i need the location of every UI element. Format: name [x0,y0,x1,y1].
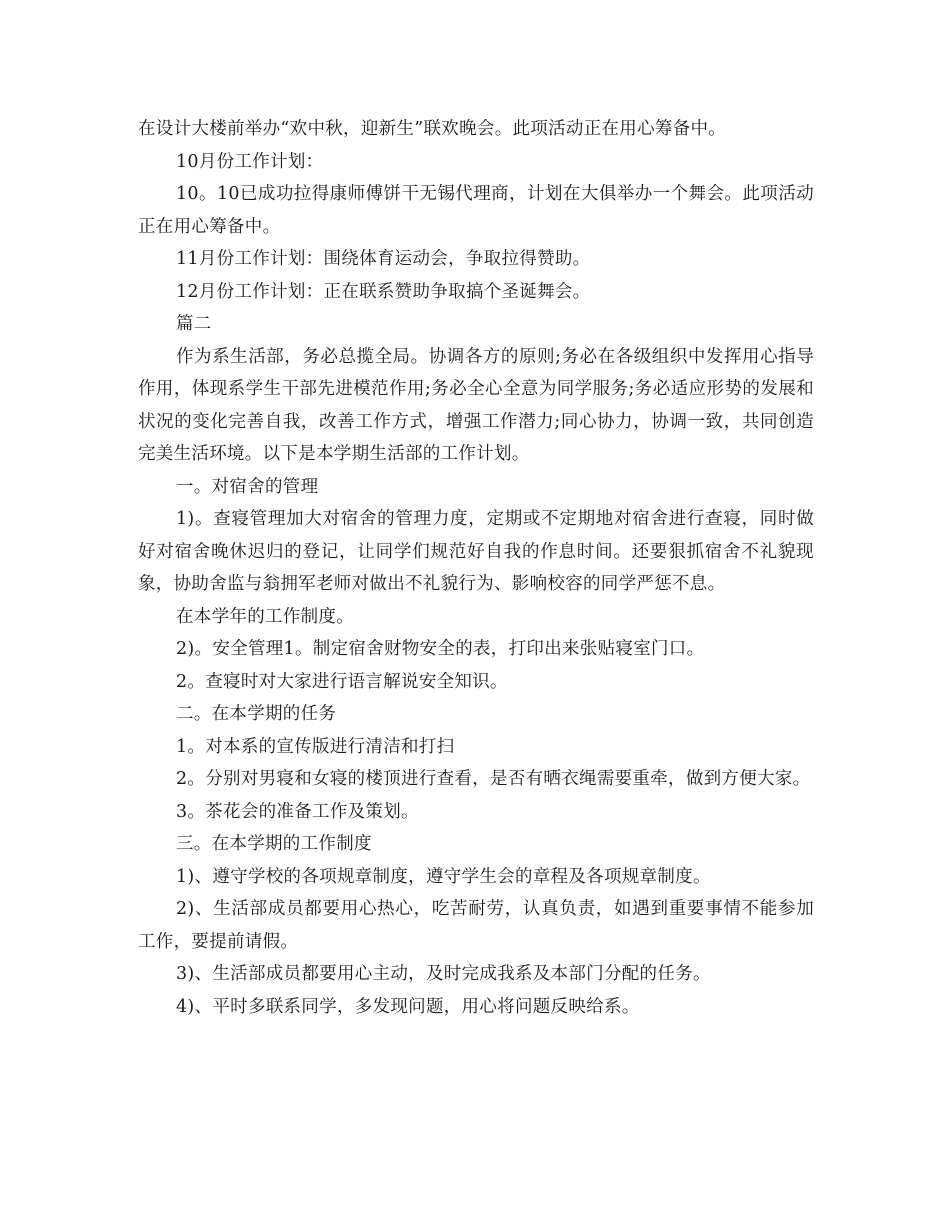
paragraph: 2。查寝时对大家进行语言解说安全知识。 [176,671,508,692]
section-heading: 篇二 [176,314,212,334]
paragraph: 作为系生活部，务必总揽全局。协调各方的原则;务必在各级组织中发挥用心指导作用，体现系学生干部先进模范作用;务必全心全意为同学服务;务必适应形势的发展和状况的变化完善自我，改善工作方式，增强工作潜力;同心协力，协调一致，共同创造完美生活环境。以下是本学期生活部的工作计划。 [138,346,814,464]
paragraph: 11月份工作计划：围绕体育运动会，争取拉得赞助。 [176,249,591,269]
paragraph: 1)、遵守学校的各项规章制度，遵守学生会的章程及各项规章制度。 [176,866,711,887]
paragraph: 2)。安全管理1。制定宿舍财物安全的表，打印出来张贴寝室门口。 [176,639,705,659]
paragraph: 在设计大楼前举办“欢中秋，迎新生”联欢晚会。此项活动正在用心筹备中。 [138,119,727,139]
section-heading: 一。对宿舍的管理 [176,476,319,497]
paragraph: 在本学年的工作制度。 [176,606,354,627]
paragraph: 4)、平时多联系同学，多发现问题，用心将问题反映给系。 [176,996,640,1017]
section-heading: 二。在本学期的任务 [176,704,337,724]
paragraph: 3)、生活部成员都要用心主动，及时完成我系及本部门分配的任务。 [176,964,711,984]
paragraph: 10。10已成功拉得康师傅饼干无锡代理商，计划在大俱举办一个舞会。此项活动正在用心筹备中。 [138,184,814,237]
paragraph: 1)。查寝管理加大对宿舍的管理力度，定期或不定期地对宿舍进行查寝，同时做好对宿舍晚休迟归的登记，让同学们规范好自我的作息时间。还要狠抓宿舍不礼貌现象，协助舍监与翁拥军老师对做出不礼貌行为、影响校容的同学严惩不息。 [138,509,814,594]
section-heading: 三。在本学期的工作制度 [176,834,372,854]
paragraph: 12月份工作计划：正在联系赞助争取搞个圣诞舞会。 [176,281,591,302]
paragraph: 2)、生活部成员都要用心热心，吃苦耐劳，认真负责，如遇到重要事情不能参加工作，要提前请假。 [138,899,814,952]
paragraph: 2。分别对男寝和女寝的楼顶进行查看，是否有晒衣绳需要重牵，做到方便大家。 [176,769,811,789]
paragraph: 1。对本系的宣传版进行清洁和打扫 [176,736,455,757]
paragraph: 10月份工作计划： [176,151,324,172]
document-body [138,113,814,1023]
paragraph: 3。茶花会的准备工作及策划。 [176,801,419,822]
